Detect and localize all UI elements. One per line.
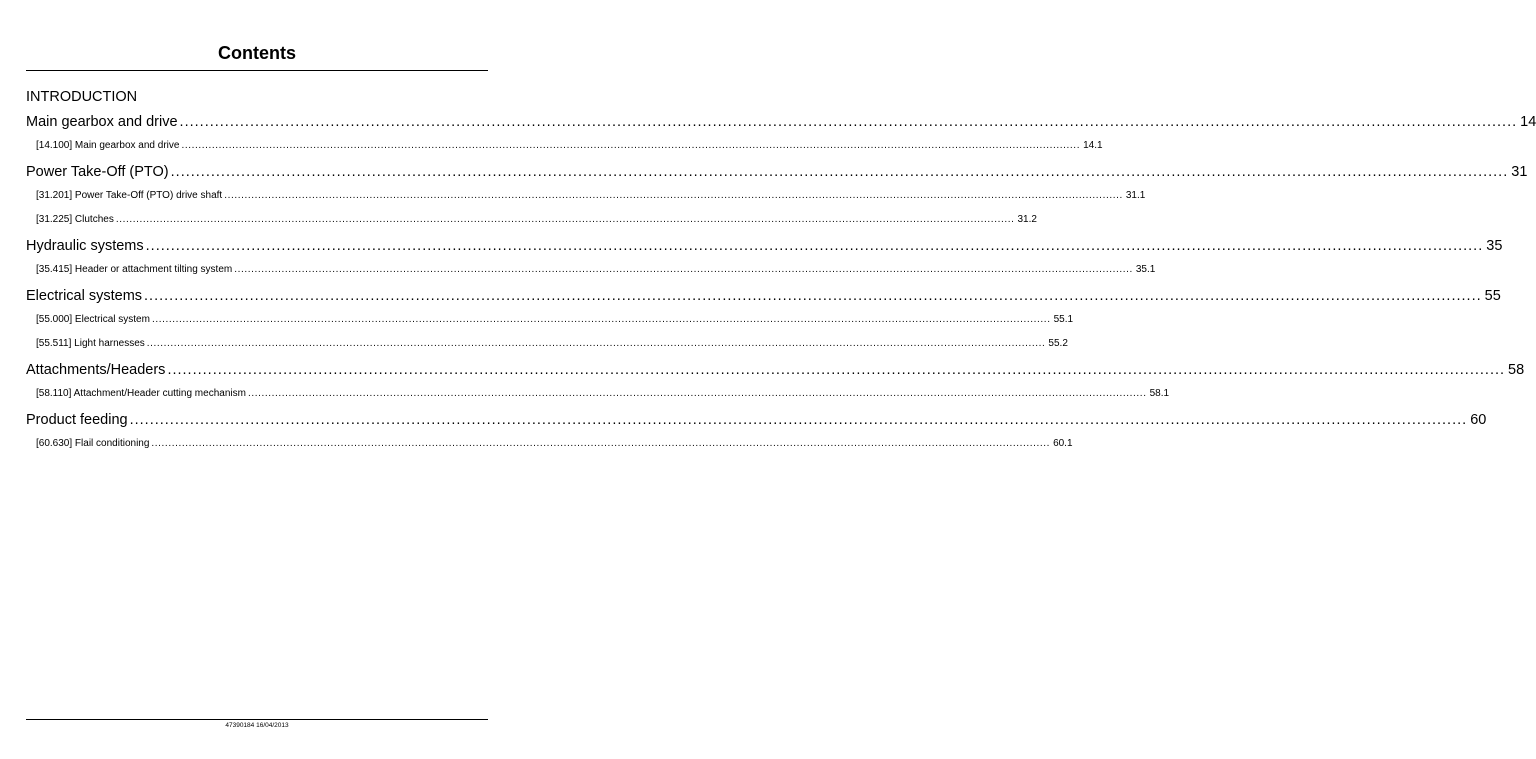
toc-section-page: 60: [1470, 412, 1487, 428]
toc-section-label: Hydraulic systems: [26, 238, 144, 254]
dot-leader: ..........................................................................................................................................................................................................................................................................: [181, 140, 1081, 151]
toc-subsection-label: [35.415] Header or attachment tilting system: [36, 264, 233, 275]
toc-section[interactable]: [26, 284, 1501, 308]
dot-leader: ..........................................................................................................................................................................................................................................................................: [167, 362, 1506, 378]
dot-leader: ..........................................................................................................................................................................................................................................................................: [247, 388, 1147, 399]
toc-subsection-page: 14.1: [1083, 140, 1103, 151]
toc-section-label: Attachments/Headers: [26, 362, 166, 378]
toc-subsection-label: [31.225] Clutches: [36, 214, 114, 225]
dot-leader: ..........................................................................................................................................................................................................................................................................: [144, 288, 1482, 304]
footer-divider: [26, 719, 488, 720]
toc-section-page: 58: [1508, 362, 1525, 378]
toc-section-label: Power Take-Off (PTO): [26, 164, 169, 180]
toc-subsection-page: 31.1: [1125, 190, 1146, 201]
toc-subsection[interactable]: [26, 184, 1146, 208]
intro-heading: INTRODUCTION: [26, 89, 138, 105]
dot-leader: ..........................................................................................................................................................................................................................................................................: [151, 314, 1051, 325]
toc-subsection[interactable]: [26, 432, 1073, 456]
page-title: Contents: [218, 43, 296, 63]
toc-subsection-label: [55.511] Light harnesses: [36, 338, 145, 349]
dot-leader: ..........................................................................................................................................................................................................................................................................: [146, 338, 1046, 349]
toc-subsection[interactable]: [26, 308, 1074, 332]
toc-section-page: 31: [1511, 164, 1528, 180]
toc-subsection-label: [14.100] Main gearbox and drive: [36, 140, 180, 151]
toc-section-page: 55: [1484, 288, 1501, 304]
toc-subsection-label: [55.000] Electrical system: [36, 314, 150, 325]
title-divider: [26, 70, 488, 71]
toc-subsection-page: 58.1: [1149, 388, 1170, 399]
toc-section-page: 14: [1520, 114, 1536, 130]
toc-subsection[interactable]: [26, 258, 1156, 282]
toc-subsection-label: [58.110] Attachment/Header cutting mechanism: [36, 388, 246, 399]
toc-section-label: Main gearbox and drive: [26, 114, 178, 130]
toc-section-label: Electrical systems: [26, 288, 143, 304]
toc-subsection-page: 60.1: [1053, 438, 1073, 449]
dot-leader: ..........................................................................................................................................................................................................................................................................: [179, 114, 1518, 130]
table-of-contents: [26, 86, 1536, 456]
dot-leader: ..........................................................................................................................................................................................................................................................................: [151, 438, 1051, 449]
toc-section[interactable]: [26, 358, 1525, 382]
toc-subsection[interactable]: [26, 382, 1170, 406]
toc-subsection-label: [31.201] Power Take-Off (PTO) drive shaft: [36, 190, 223, 201]
dot-leader: ..........................................................................................................................................................................................................................................................................: [224, 190, 1123, 201]
toc-section[interactable]: [26, 408, 1487, 432]
footer-doc-id-date: 47390184 16/04/2013: [225, 722, 289, 729]
toc-subsection-page: 31.2: [1017, 214, 1037, 225]
toc-subsection-label: [60.630] Flail conditioning: [36, 438, 150, 449]
toc-section-page: 35: [1486, 238, 1503, 254]
toc-subsection-page: 55.2: [1048, 338, 1068, 349]
dot-leader: ..........................................................................................................................................................................................................................................................................: [234, 264, 1133, 275]
toc-section[interactable]: [26, 234, 1503, 258]
toc-subsection[interactable]: [26, 332, 1068, 356]
toc-subsection[interactable]: [26, 208, 1037, 232]
dot-leader: ..........................................................................................................................................................................................................................................................................: [170, 164, 1509, 180]
toc-subsection[interactable]: [26, 134, 1103, 158]
toc-section-label: Product feeding: [26, 412, 128, 428]
toc-subsection-page: 35.1: [1135, 264, 1156, 275]
dot-leader: ..........................................................................................................................................................................................................................................................................: [115, 214, 1015, 225]
dot-leader: ..........................................................................................................................................................................................................................................................................: [129, 412, 1468, 428]
dot-leader: ..........................................................................................................................................................................................................................................................................: [145, 238, 1484, 254]
toc-subsection-page: 55.1: [1053, 314, 1074, 325]
toc-section[interactable]: [26, 160, 1528, 184]
toc-section[interactable]: [26, 110, 1536, 134]
